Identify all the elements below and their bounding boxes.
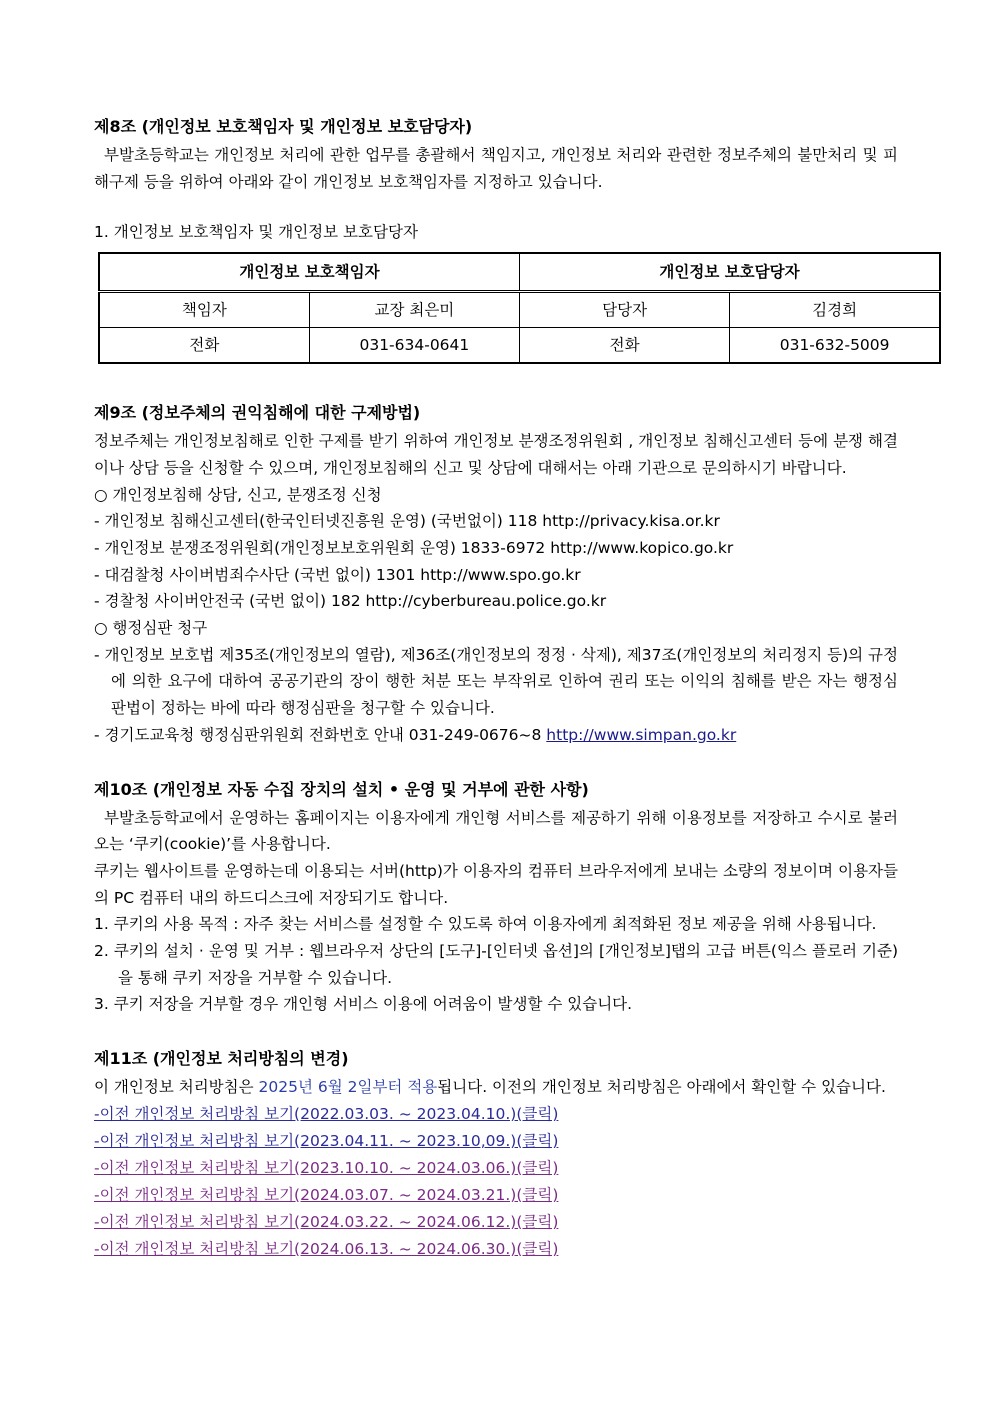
article-9-heading: 제9조 (정보주체의 권익침해에 대한 구제방법)	[94, 403, 421, 423]
article-10-heading: 제10조 (개인정보 자동 수집 장치의 설치 • 운영 및 거부에 관한 사항)	[94, 779, 589, 799]
article-11-heading: 제11조 (개인정보 처리방침의 변경)	[94, 1049, 349, 1069]
article-11-body	[94, 1074, 898, 1101]
article-8-heading: 제8조 (개인정보 보호책임자 및 개인정보 보호담당자)	[94, 117, 473, 136]
previous-policy-link[interactable]: -이전 개인정보 처리방침 보기(2023.10.10. ~ 2024.03.06.)(클릭)	[94, 1158, 559, 1177]
list-item: - 개인정보 보호법 제35조(개인정보의 열람), 제36조(개인정보의 정정 · 삭제), 제37조(개인정보의 처리정지 등)의 규정에 의한 요구에 대하여 공공기관의 장이 행한 처분 또는 부작위로 인하여 권리 또는 이익의 침해를 받은 자는 행정심판법이 정하는 바에 따라 행정심판을 청구할 수 있습니다.	[94, 645, 898, 718]
article-9-section-1: ○ 개인정보침해 상담, 신고, 분쟁조정 신청	[94, 485, 382, 504]
list-item: - 대검찰청 사이버범죄수사단 (국번 없이) 1301 http://www.spo.go.kr	[94, 565, 581, 584]
previous-policy-link[interactable]: -이전 개인정보 처리방침 보기(2024.06.13. ~ 2024.06.30.)(클릭)	[94, 1239, 559, 1258]
table-cell: 책임자	[99, 292, 309, 328]
table-cell: 전화	[99, 328, 309, 364]
effective-date: 2025년 6월 2일부터 적용	[258, 1078, 438, 1097]
article-11-body-post: 됩니다. 이전의 개인정보 처리방침은 아래에서 확인할 수 있습니다.	[437, 1078, 886, 1097]
document-page	[94, 112, 898, 1263]
list-item: - 개인정보 분쟁조정위원회(개인정보보호위원회 운영) 1833-6972 http://www.kopico.go.kr	[94, 538, 734, 557]
simpan-link[interactable]: http://www.simpan.go.kr	[546, 725, 737, 744]
table-cell: 전화	[520, 328, 730, 364]
list-item: 1. 쿠키의 사용 목적 : 자주 찾는 서비스를 설정할 수 있도록 하여 이용자에게 최적화된 정보 제공을 위해 사용됩니다.	[94, 915, 877, 934]
table-cell: 교장 최은미	[309, 292, 519, 328]
list-item: 3. 쿠키 저장을 거부할 경우 개인형 서비스 이용에 어려움이 발생할 수 있습니다.	[94, 995, 633, 1014]
table-header-row	[99, 253, 940, 292]
list-item: 2. 쿠키의 설치 · 운영 및 거부 : 웹브라우저 상단의 [도구]-[인터넷 옵션]의 [개인정보]탭의 고급 버튼(익스 플로러 기준)을 통해 쿠키 저장을 거부할 수 있습니다.	[94, 942, 898, 987]
list-item: - 경찰청 사이버안전국 (국번 없이) 182 http://cyberbureau.police.go.kr	[94, 592, 607, 611]
article-9-section-2: ○ 행정심판 청구	[94, 619, 208, 638]
table-row	[99, 328, 940, 364]
appeal-phone-text: - 경기도교육청 행정심판위원회 전화번호 안내 031-249-0676~8	[94, 725, 547, 744]
table-head-officer: 개인정보 보호책임자	[99, 253, 520, 292]
article-8-list-title: 1. 개인정보 보호책임자 및 개인정보 보호담당자	[94, 223, 418, 242]
article-10-body-2: 쿠키는 웹사이트를 운영하는데 이용되는 서버(http)가 이용자의 컴퓨터 브라우저에게 보내는 소량의 정보이며 이용자들의 PC 컴퓨터 내의 하드디스크에 저장되기도 합니다.	[94, 861, 898, 907]
list-item: - 개인정보 침해신고센터(한국인터넷진흥원 운영) (국번없이) 118 http://privacy.kisa.or.kr	[94, 512, 720, 531]
previous-policy-links	[94, 1101, 898, 1263]
table-cell: 담당자	[520, 292, 730, 328]
list-item	[94, 722, 898, 749]
previous-policy-link[interactable]: -이전 개인정보 처리방침 보기(2022.03.03. ~ 2023.04.10.)(클릭)	[94, 1104, 559, 1123]
table-row	[99, 292, 940, 328]
previous-policy-link[interactable]: -이전 개인정보 처리방침 보기(2024.03.22. ~ 2024.06.12.)(클릭)	[94, 1212, 559, 1231]
previous-policy-link[interactable]: -이전 개인정보 처리방침 보기(2024.03.07. ~ 2024.03.21.)(클릭)	[94, 1185, 559, 1204]
table-head-manager: 개인정보 보호담당자	[520, 253, 941, 292]
article-8-body: 부발초등학교는 개인정보 처리에 관한 업무를 총괄해서 책임지고, 개인정보 처리와 관련한 정보주체의 불만처리 및 피해구제 등을 위하여 아래와 같이 개인정보 보호책임자를 지정하고 있습니다.	[94, 146, 898, 191]
table-cell: 031-632-5009	[730, 328, 940, 364]
table-cell: 031-634-0641	[309, 328, 519, 364]
table-cell: 김경희	[730, 292, 940, 328]
privacy-officer-table	[98, 252, 941, 364]
article-10-body-1: 부발초등학교에서 운영하는 홈페이지는 이용자에게 개인형 서비스를 제공하기 위해 이용정보를 저장하고 수시로 불러오는 ‘쿠키(cookie)’를 사용합니다.	[94, 808, 898, 854]
previous-policy-link[interactable]: -이전 개인정보 처리방침 보기(2023.04.11. ~ 2023.10,09.)(클릭)	[94, 1131, 559, 1150]
article-9-body: 정보주체는 개인정보침해로 인한 구제를 받기 위하여 개인정보 분쟁조정위원회 , 개인정보 침해신고센터 등에 분쟁 해결이나 상담 등을 신청할 수 있으며, 개인정보침해의 신고 및 상담에 대해서는 아래 기관으로 문의하시기 바랍니다.	[94, 432, 898, 477]
article-11-body-pre: 이 개인정보 처리방침은	[94, 1078, 259, 1097]
